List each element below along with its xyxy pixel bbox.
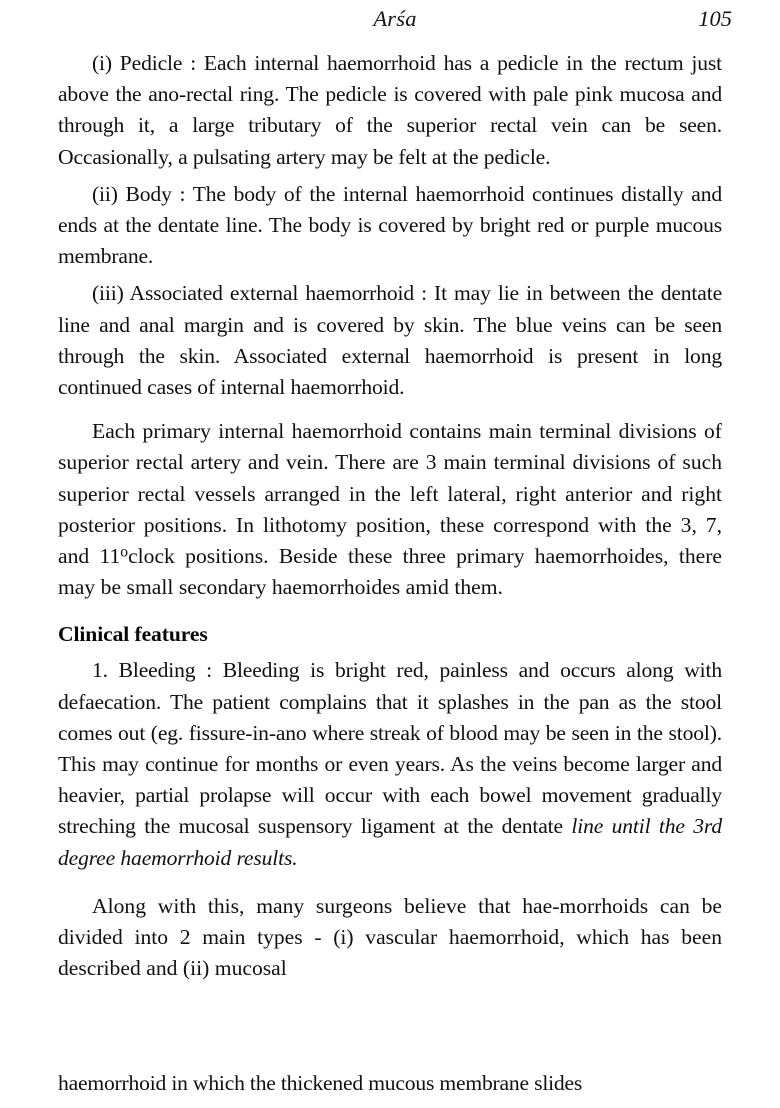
page-number: 105 [698, 6, 732, 31]
running-head [58, 6, 732, 36]
text-column [58, 48, 722, 984]
paragraph-associated-external: (iii) Associated external haemorrhoid : It may lie in between the dentate line and anal margin and is covered by skin. The blue veins can be seen through the skin. Associated external haemorrhoid is present in long continued cases of internal haemorrhoid. [58, 281, 722, 400]
paragraph-body: (ii) Body : The body of the internal haemorrhoid continues distally and ends at the dentate line. The body is covered by bright red or purple mucous membrane. [58, 181, 722, 269]
degree-symbol: o [120, 543, 129, 561]
clipped-last-line-text: haemorrhoid in which the thickened mucous membrane slides [58, 1071, 583, 1095]
bleeding-text-italic: line until the 3rd degree haemorrhoid results. [58, 814, 722, 870]
primary-text-part-1: Each primary internal haemorrhoid contains main terminal divisions of superior rectal artery and vein. There are 3 main terminal divisions of such superior rectal vessels arranged in the left lateral, right anterior and right posterior positions. In lithotomy position, these correspond with the 3, 7, and 11 [58, 419, 722, 569]
paragraph-pedicle: (i) Pedicle : Each internal haemorrhoid has a pedicle in the rectum just above the ano-rectal ring. The pedicle is covered with pale pink mucosa and through it, a large tributary of the superior rectal vein can be seen. Occasionally, a pulsating artery may be felt at the pedicle. [58, 51, 722, 169]
primary-text-part-2: clock positions. Beside these three primary haemorrhoides, there may be small secondary haemorrhoides amid them. [58, 544, 722, 600]
paragraph-bleeding [58, 655, 722, 873]
paragraph-primary-haemorrhoid [58, 416, 722, 603]
clipped-last-line [58, 1068, 722, 1108]
paragraph-closing: Along with this, many surgeons believe that hae-morrhoids can be divided into 2 main types - (i) vascular haemorrhoid, which has been described and (ii) mucosal [58, 893, 722, 981]
bleeding-text-upright: 1. Bleeding : Bleeding is bright red, painless and occurs along with defaecation. The patient complains that it splashes in the pan as the stool comes out (eg. fissure-in-ano where streak of blood may be seen in the stool). This may continue for months or even years. As the veins become larger and heavier, partial prolapse will occur with each bowel movement gradually streching the mucosal suspensory ligament at the dentate [58, 658, 722, 839]
running-head-title: Arśa [373, 6, 417, 31]
heading-clinical-features: Clinical features [58, 622, 208, 647]
